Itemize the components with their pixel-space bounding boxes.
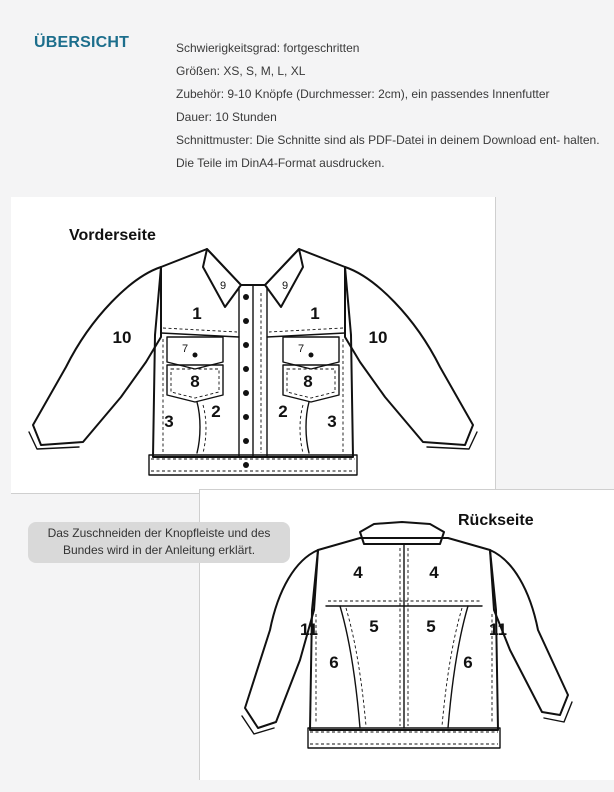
back-yoke-seams bbox=[326, 544, 482, 728]
back-cuff-right bbox=[544, 695, 572, 722]
front-sleeve-right-number: 10 bbox=[368, 328, 388, 347]
back-sleeve-left-number: 11 bbox=[300, 620, 318, 639]
front-sleeve-right bbox=[345, 267, 473, 445]
front-side-right-number: 3 bbox=[327, 412, 337, 431]
front-pocket-right-number: 8 bbox=[303, 372, 313, 391]
back-collar bbox=[360, 522, 444, 544]
back-yoke-right-number: 4 bbox=[429, 563, 439, 582]
back-side-right-number: 6 bbox=[463, 653, 473, 672]
back-sleeve-left bbox=[245, 550, 318, 728]
front-pocket-left-number: 8 bbox=[190, 372, 200, 391]
front-seam-right bbox=[306, 402, 309, 453]
accessories-text: Zubehör: 9-10 Knöpfe (Durchmesser: 2cm), ein passendes Innenfutter bbox=[176, 87, 550, 101]
front-jacket-illustration bbox=[11, 197, 495, 493]
front-collar-left-number: 9 bbox=[219, 280, 227, 292]
front-flap-left-number: 7 bbox=[181, 343, 189, 355]
back-center-right-number: 5 bbox=[426, 617, 436, 636]
back-sleeve-right-number: 11 bbox=[489, 620, 507, 639]
front-yoke-right-number: 1 bbox=[310, 304, 320, 323]
button-placket bbox=[239, 285, 267, 457]
front-side-left-number: 3 bbox=[164, 412, 174, 431]
back-center-left-number: 5 bbox=[369, 617, 379, 636]
back-view-title: Rückseite bbox=[458, 512, 534, 529]
sizes-text: Größen: XS, S, M, L, XL bbox=[176, 64, 306, 78]
front-view-title: Vorderseite bbox=[69, 227, 156, 244]
front-collar-right bbox=[265, 249, 303, 307]
front-cuff-right bbox=[427, 425, 477, 449]
cutting-note: Das Zuschneiden der Knopfleiste und des Bundes wird in der Anleitung erklärt. bbox=[28, 522, 290, 563]
front-yoke-left-number: 1 bbox=[192, 304, 202, 323]
back-side-left-number: 6 bbox=[329, 653, 339, 672]
front-cuff-left bbox=[29, 425, 79, 449]
front-collar-left bbox=[203, 249, 241, 307]
front-view-panel bbox=[11, 197, 496, 494]
front-sleeve-left bbox=[33, 267, 161, 445]
front-sleeve-left-number: 10 bbox=[112, 328, 132, 347]
front-center-right-number: 2 bbox=[278, 402, 288, 421]
front-center-left-number: 2 bbox=[211, 402, 221, 421]
duration-text: Dauer: 10 Stunden bbox=[176, 110, 277, 124]
overview-title: ÜBERSICHT bbox=[34, 34, 130, 51]
pattern-text: Schnittmuster: Die Schnitte sind als PDF-Datei in deinem Download ent- halten. Die Teile im DinA4-Format ausdrucken. bbox=[176, 133, 600, 170]
front-seam-left bbox=[197, 402, 200, 453]
difficulty-text: Schwierigkeitsgrad: fortgeschritten bbox=[176, 41, 360, 55]
front-flap-right-number: 7 bbox=[297, 343, 305, 355]
front-collar-right-number: 9 bbox=[281, 280, 289, 292]
overview-info bbox=[176, 37, 601, 175]
back-yoke-left-number: 4 bbox=[353, 563, 363, 582]
back-cuff-left bbox=[242, 708, 274, 734]
